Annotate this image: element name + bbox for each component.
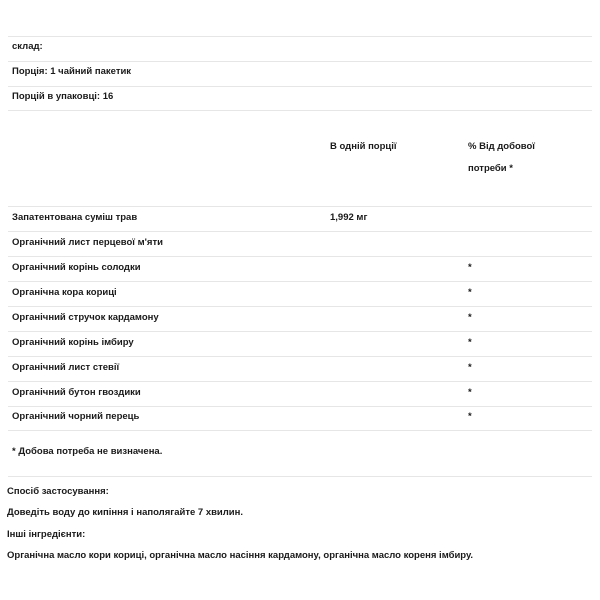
daily-value-marker: *: [468, 262, 472, 273]
servings-per-container: Порцій в упаковці: 16: [12, 91, 114, 102]
column-header-daily-value: % Від добової: [468, 141, 535, 152]
ingredient-name: Органічний чорний перець: [12, 411, 140, 422]
ingredient-name: Органічний стручок кардамону: [12, 312, 159, 323]
divider: [8, 381, 592, 382]
column-header-per-serving: В одній порції: [330, 141, 397, 152]
daily-value-marker: *: [468, 287, 472, 298]
ingredient-name: Органічний корінь солодки: [12, 262, 141, 273]
ingredient-name: Органічний корінь імбиру: [12, 337, 134, 348]
other-ingredients-text: Органічна масло кори кориці, органічна масло насіння кардамону, органічна масло кореня імбиру.: [7, 550, 474, 561]
divider: [8, 331, 592, 332]
divider: [8, 256, 592, 257]
daily-value-marker: *: [468, 337, 472, 348]
ingredient-name: Органічна кора кориці: [12, 287, 117, 298]
divider: [8, 430, 592, 431]
divider: [8, 306, 592, 307]
ingredient-name: Органічний лист перцевої м'яти: [12, 237, 163, 248]
ingredient-amount: 1,992 мг: [330, 212, 368, 223]
ingredient-name: Органічний лист стевії: [12, 362, 120, 373]
divider: [8, 86, 592, 87]
usage-title: Спосіб застосування:: [7, 486, 109, 497]
daily-value-marker: *: [468, 411, 472, 422]
column-header-daily-value-line2: потреби *: [468, 163, 513, 174]
daily-value-marker: *: [468, 362, 472, 373]
other-ingredients-title: Інші інгредієнти:: [7, 529, 86, 540]
serving-size: Порція: 1 чайний пакетик: [12, 66, 132, 77]
ingredient-name: Запатентована суміш трав: [12, 212, 138, 223]
divider: [8, 356, 592, 357]
daily-value-marker: *: [468, 312, 472, 323]
divider: [8, 36, 592, 37]
daily-value-marker: *: [468, 387, 472, 398]
divider: [8, 281, 592, 282]
divider: [8, 231, 592, 232]
divider: [8, 110, 592, 111]
divider: [8, 206, 592, 207]
usage-text: Доведіть воду до кипіння і наполягайте 7 хвилин.: [7, 507, 244, 518]
divider: [8, 406, 592, 407]
composition-label: склад:: [12, 41, 43, 52]
divider: [8, 476, 592, 477]
ingredient-name: Органічний бутон гвоздики: [12, 387, 141, 398]
divider: [8, 61, 592, 62]
footnote: * Добова потреба не визначена.: [12, 446, 163, 457]
